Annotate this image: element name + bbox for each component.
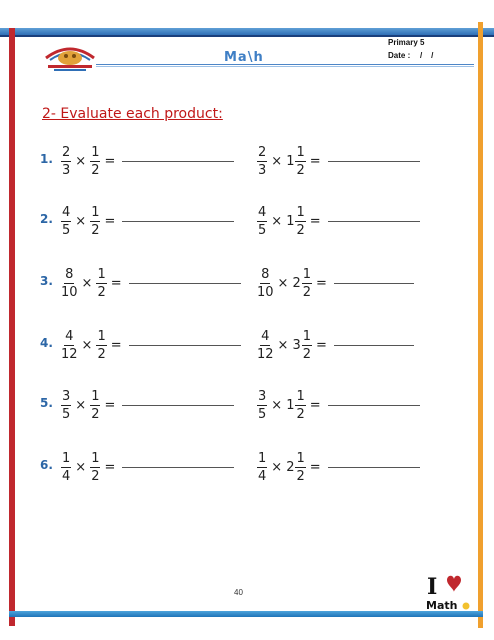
whole-number: 1 (286, 398, 295, 413)
numerator: 1 (97, 267, 106, 282)
answer-blank[interactable] (334, 345, 414, 346)
denominator: 12 (61, 347, 78, 362)
multiply-sign: × (277, 276, 289, 291)
left-expression (60, 146, 234, 177)
fraction (61, 206, 71, 237)
fraction (257, 330, 274, 361)
numerator: 1 (62, 451, 71, 466)
equals-sign: = (316, 276, 327, 291)
denominator: 4 (62, 469, 71, 484)
fraction (257, 268, 274, 299)
right-expression (256, 146, 420, 177)
denominator: 2 (91, 223, 100, 238)
denominator: 2 (302, 347, 312, 362)
left-expression (60, 268, 241, 299)
date-label: Date : (388, 51, 411, 60)
numerator: 1 (302, 329, 312, 344)
numerator: 1 (296, 389, 305, 404)
left-border-bar (9, 28, 15, 626)
equals-sign: = (316, 338, 327, 353)
numerator: 4 (261, 329, 270, 344)
subject-title: Ma\h (224, 50, 264, 65)
answer-blank[interactable] (122, 161, 234, 162)
left-expression (60, 330, 241, 361)
fraction (96, 268, 106, 299)
right-expression (256, 390, 420, 421)
whole-number: 2 (292, 276, 301, 291)
denominator: 2 (91, 407, 100, 422)
numerator: 8 (65, 267, 74, 282)
equals-sign: = (110, 338, 122, 353)
left-expression (60, 206, 234, 237)
multiply-sign: × (277, 338, 289, 353)
heart-icon (447, 576, 461, 592)
fraction (90, 390, 100, 421)
whole-number: 2 (286, 460, 295, 475)
numerator: 3 (62, 389, 71, 404)
fraction (295, 146, 305, 177)
equals-sign: = (309, 214, 321, 229)
fraction (257, 390, 267, 421)
fraction (295, 452, 305, 483)
fraction (61, 268, 78, 299)
numerator: 1 (91, 205, 100, 220)
right-expression (256, 206, 420, 237)
multiply-sign: × (271, 398, 283, 413)
denominator: 10 (257, 285, 274, 300)
answer-blank[interactable] (334, 283, 414, 284)
numerator: 2 (258, 145, 267, 160)
answer-blank[interactable] (328, 221, 420, 222)
fraction (90, 146, 100, 177)
multiply-sign: × (271, 214, 283, 229)
denominator: 10 (61, 285, 78, 300)
numerator: 1 (97, 329, 106, 344)
right-expression (256, 330, 414, 361)
fraction (257, 206, 267, 237)
denominator: 5 (258, 407, 267, 422)
answer-blank[interactable] (328, 467, 420, 468)
denominator: 3 (62, 163, 71, 178)
fraction (302, 330, 312, 361)
fraction (90, 452, 100, 483)
problem-number: 6. (40, 458, 53, 472)
left-expression (60, 390, 234, 421)
denominator: 5 (258, 223, 267, 238)
denominator: 2 (302, 285, 312, 300)
fraction (61, 146, 71, 177)
multiply-sign: × (81, 338, 93, 353)
numerator: 4 (62, 205, 71, 220)
numerator: 8 (261, 267, 270, 282)
denominator: 2 (296, 469, 305, 484)
numerator: 4 (65, 329, 74, 344)
school-logo-icon (42, 38, 98, 72)
equals-sign: = (309, 398, 321, 413)
multiply-sign: × (75, 398, 87, 413)
numerator: 1 (296, 145, 305, 160)
numerator: 1 (91, 389, 100, 404)
grade-label: Primary 5 (388, 38, 425, 47)
problem-number: 5. (40, 396, 53, 410)
answer-blank[interactable] (129, 283, 241, 284)
denominator: 2 (296, 407, 305, 422)
fraction (257, 146, 267, 177)
date-field: / / (420, 51, 434, 60)
multiply-sign: × (271, 154, 283, 169)
denominator: 2 (97, 347, 106, 362)
multiply-sign: × (81, 276, 93, 291)
numerator: 1 (91, 451, 100, 466)
right-border-bar (478, 22, 483, 628)
left-expression (60, 452, 234, 483)
fraction (302, 268, 312, 299)
whole-number: 3 (292, 338, 301, 353)
equals-sign: = (104, 154, 116, 169)
denominator: 2 (91, 469, 100, 484)
fraction (257, 452, 267, 483)
right-expression (256, 268, 414, 299)
numerator: 1 (302, 267, 312, 282)
multiply-sign: × (75, 214, 87, 229)
top-border-accent (0, 35, 494, 37)
whole-number: 1 (286, 154, 295, 169)
equals-sign: = (104, 398, 116, 413)
fraction (90, 206, 100, 237)
header-divider (96, 64, 474, 65)
answer-blank[interactable] (328, 405, 420, 406)
denominator: 2 (296, 163, 305, 178)
denominator: 2 (296, 223, 305, 238)
equals-sign: = (104, 214, 116, 229)
whole-number: 1 (286, 214, 295, 229)
equals-sign: = (309, 460, 321, 475)
bottom-border-band (9, 611, 483, 617)
multiply-sign: × (75, 154, 87, 169)
answer-blank[interactable] (122, 221, 234, 222)
denominator: 12 (257, 347, 274, 362)
i-love-math-logo-icon (424, 572, 472, 612)
answer-blank[interactable] (328, 161, 420, 162)
logo-letter: I (427, 574, 438, 600)
smiley-icon (463, 603, 470, 610)
fraction (61, 390, 71, 421)
header-divider-secondary (96, 66, 474, 67)
multiply-sign: × (271, 460, 283, 475)
fraction (295, 390, 305, 421)
numerator: 1 (296, 451, 305, 466)
numerator: 4 (258, 205, 267, 220)
problem-number: 4. (40, 336, 53, 350)
problem-number: 1. (40, 152, 53, 166)
page-number: 40 (234, 588, 243, 597)
top-border-band (0, 28, 494, 35)
answer-blank[interactable] (122, 467, 234, 468)
fraction (96, 330, 106, 361)
numerator: 1 (258, 451, 267, 466)
multiply-sign: × (75, 460, 87, 475)
numerator: 2 (62, 145, 71, 160)
numerator: 1 (91, 145, 100, 160)
denominator: 2 (91, 163, 100, 178)
numerator: 1 (296, 205, 305, 220)
equals-sign: = (104, 460, 116, 475)
equals-sign: = (309, 154, 321, 169)
right-expression (256, 452, 420, 483)
fraction (61, 330, 78, 361)
fraction (295, 206, 305, 237)
equals-sign: = (110, 276, 122, 291)
logo-word: Math (426, 599, 458, 612)
denominator: 4 (258, 469, 267, 484)
problem-number: 3. (40, 274, 53, 288)
denominator: 2 (97, 285, 106, 300)
denominator: 5 (62, 223, 71, 238)
fraction (61, 452, 71, 483)
denominator: 3 (258, 163, 267, 178)
numerator: 3 (258, 389, 267, 404)
answer-blank[interactable] (122, 405, 234, 406)
answer-blank[interactable] (129, 345, 241, 346)
problem-number: 2. (40, 212, 53, 226)
denominator: 5 (62, 407, 71, 422)
section-title: 2- Evaluate each product: (42, 106, 223, 122)
